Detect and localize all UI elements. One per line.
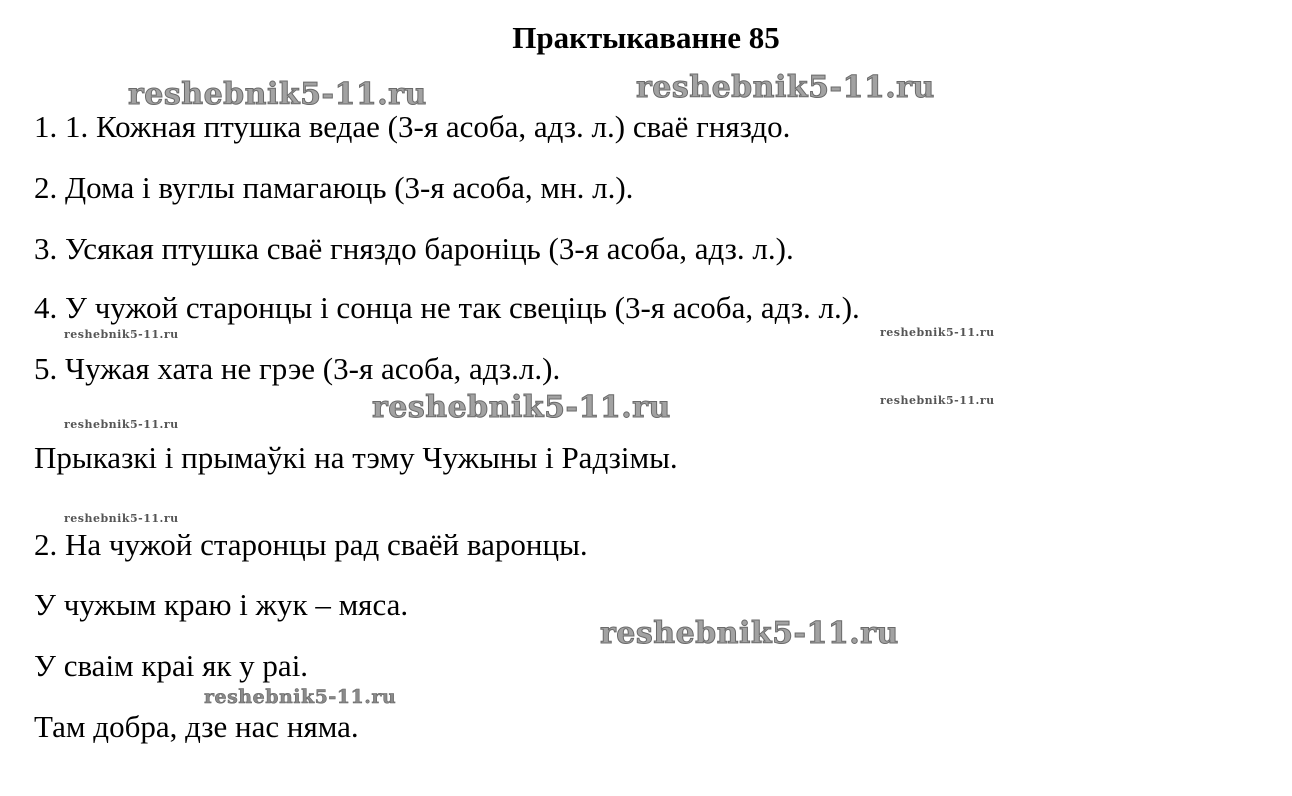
page-title: Практыкаванне 85 [512, 20, 780, 55]
text-line-7: 2. На чужой старонцы рад сваёй варонцы. [34, 527, 588, 562]
text-line-2: 2. Дома і вуглы памагаюць (3-я асоба, мн. л.). [34, 170, 634, 205]
watermark-small-left-1: reshebnik5-11.ru [64, 328, 179, 341]
text-line-4: 4. У чужой старонцы і сонца не так свеціць (3-я асоба, адз. л.). [34, 290, 860, 325]
watermark-small-right-1: reshebnik5-11.ru [880, 326, 995, 339]
text-line-9: У сваім краі як у раі. [34, 648, 309, 683]
watermark-small-right-2: reshebnik5-11.ru [880, 394, 995, 407]
text-line-6: Прыказкі і прымаўкі на тэму Чужыны і Радзімы. [34, 440, 678, 475]
watermark-small-left-2: reshebnik5-11.ru [64, 418, 179, 431]
text-line-8: У чужым краю і жук – мяса. [34, 587, 409, 622]
watermark-bottom-right: reshebnik5-11.ru [600, 616, 899, 651]
watermark-middle: reshebnik5-11.ru [372, 390, 671, 425]
watermark-top-left: reshebnik5-11.ru [128, 77, 427, 112]
text-line-10: Там добра, дзе нас няма. [34, 709, 359, 744]
text-line-1: 1. 1. Кожная птушка ведае (3-я асоба, адз. л.) сваё гняздо. [34, 109, 791, 144]
text-line-3: 3. Усякая птушка сваё гняздо бароніць (3-я асоба, адз. л.). [34, 231, 794, 266]
watermark-bottom-left: reshebnik5-11.ru [204, 686, 397, 708]
watermark-small-left-3: reshebnik5-11.ru [64, 512, 179, 525]
text-line-5: 5. Чужая хата не грэе (3-я асоба, адз.л.). [34, 351, 561, 386]
watermark-top-right: reshebnik5-11.ru [636, 70, 935, 105]
